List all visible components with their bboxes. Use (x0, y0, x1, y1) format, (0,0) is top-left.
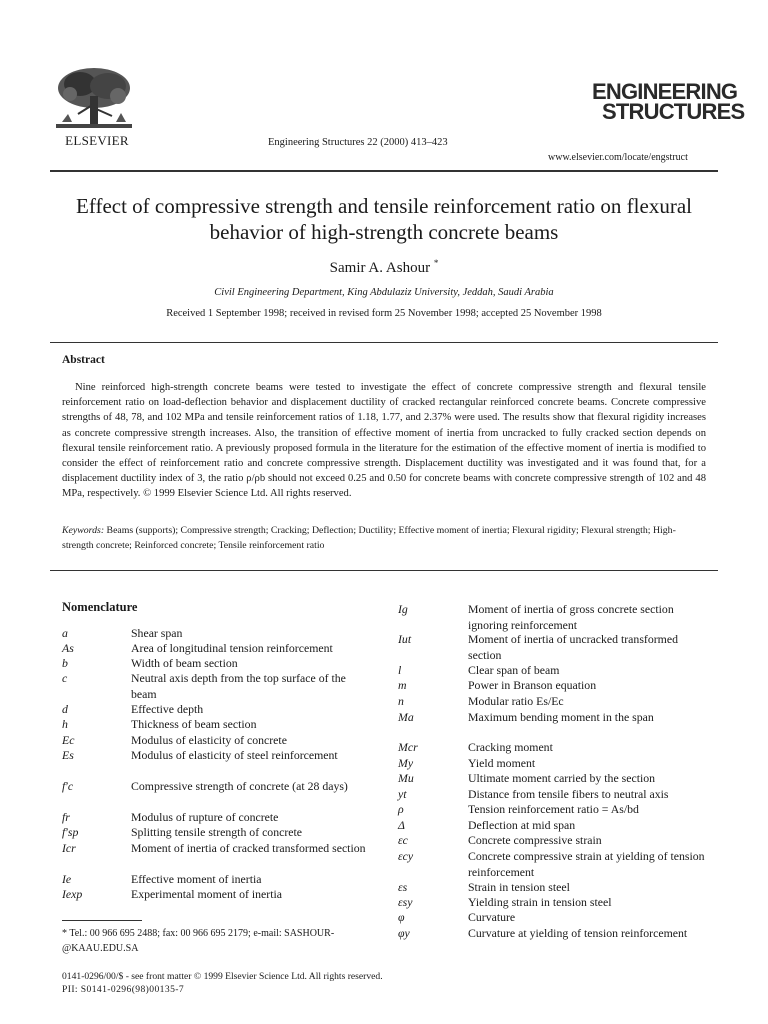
nomenclature-definition: Neutral axis depth from the top surface of the beam (131, 671, 346, 701)
journal-title-line2: STRUCTURES (602, 99, 745, 124)
nomenclature-symbol: Ec (62, 733, 75, 747)
nomenclature-definition: Yielding strain in tension steel (468, 895, 612, 909)
nomenclature-definition: Curvature at yielding of tension reinforcement (468, 926, 688, 940)
nomenclature-definition: Ultimate moment carried by the section (468, 771, 656, 785)
nomenclature-definition: Thickness of beam section (131, 717, 257, 731)
nomenclature-definition: Compressive strength of concrete (at 28 days) (131, 779, 348, 793)
nomenclature-definition: Yield moment (468, 756, 536, 770)
nomenclature-symbol: m (398, 678, 407, 692)
nomenclature-symbol: n (398, 694, 404, 708)
nomenclature-definition: Effective depth (131, 702, 204, 716)
keywords-label: Keywords: (62, 525, 105, 536)
nomenclature-symbol: c (62, 671, 68, 685)
nomenclature-symbol: Ig (398, 602, 408, 616)
nomenclature-symbol: φ (398, 910, 405, 924)
nomenclature-symbol: Ma (398, 710, 414, 724)
nomenclature-definition: Experimental moment of inertia (131, 887, 283, 901)
nomenclature-definition: Modulus of elasticity of steel reinforcement (131, 748, 338, 762)
author-footnote: * Tel.: 00 966 695 2488; fax: 00 966 695 2179; e-mail: SASHOUR-@KAAU.EDU.SA (62, 928, 335, 954)
received-dates: Received 1 September 1998; received in revised form 25 November 1998; accepted 25 November 1998 (166, 308, 602, 319)
journal-title (592, 79, 745, 124)
keywords (62, 524, 706, 553)
article-title: Effect of compressive strength and tensile reinforcement ratio on flexural behavior of high-strength concrete beams (76, 194, 692, 244)
nomenclature-definition: Moment of inertia of uncracked transformed section (468, 632, 678, 662)
nomenclature-definition: Area of longitudinal tension reinforcement (131, 641, 333, 655)
author-footnote-mark[interactable]: * (433, 258, 439, 268)
nomenclature-definition: Splitting tensile strength of concrete (131, 825, 303, 839)
nomenclature-definition: Maximum bending moment in the span (468, 710, 654, 724)
nomenclature-symbol: f′sp (62, 825, 79, 839)
nomenclature-symbol: Iexp (62, 887, 83, 901)
nomenclature-symbol: Δ (398, 818, 405, 832)
nomenclature-definition: Power in Branson equation (468, 678, 597, 692)
nomenclature-symbol: b (62, 656, 68, 670)
nomenclature-definition: Deflection at mid span (468, 818, 576, 832)
nomenclature-symbol: Ie (62, 872, 72, 886)
keywords-list: Beams (supports); Compressive strength; Cracking; Deflection; Ductility; Effective moment of inertia; Flexural rigidity; Flexural strength; High-strength concrete; Reinforced concrete; Tensile reinforcement ratio (62, 525, 676, 551)
nomenclature-definition: Effective moment of inertia (131, 872, 262, 886)
nomenclature-definition: Shear span (131, 626, 183, 640)
nomenclature-symbol: h (62, 717, 68, 731)
nomenclature-definition: Concrete compressive strain (468, 833, 602, 847)
pii-line: PII: S0141-0296(98)00135-7 (62, 984, 185, 995)
nomenclature-definition: Tension reinforcement ratio = As/bd (468, 802, 639, 816)
nomenclature-symbol: Iut (398, 632, 412, 646)
nomenclature-symbol: Es (62, 748, 74, 762)
nomenclature-symbol: yt (398, 787, 407, 801)
nomenclature-symbol: εsy (398, 895, 413, 909)
author-name: Samir A. Ashour (329, 260, 431, 276)
nomenclature-definition: Modulus of rupture of concrete (131, 810, 279, 824)
nomenclature-symbol: f′c (62, 779, 74, 793)
footnote-rule (62, 920, 142, 921)
abstract-divider-bottom (50, 570, 718, 571)
nomenclature-symbol: a (62, 626, 68, 640)
nomenclature-definition: Concrete compressive strain at yielding of tension reinforcement (468, 849, 705, 879)
copyright-line: 0141-0296/00/$ - see front matter © 1999 Elsevier Science Ltd. All rights reserved. (62, 971, 383, 982)
nomenclature-definition: Strain in tension steel (468, 880, 570, 894)
abstract-divider-top (50, 342, 718, 343)
nomenclature-symbol: Icr (62, 841, 76, 855)
abstract-body: Nine reinforced high-strength concrete beams were tested to investigate the effect of concrete compressive strength and flexural tensile reinforcement ratio on load-deflection behavior and displacement ductility of cracked rectangular reinforced concrete beams. Concrete compressive strengths of 48, 78, and 102 MPa and tensile reinforcement ratios of 1.18, 1.77, and 2.37% were used. The results show that flexural rigidity increases as concrete compressive strength increases. Also, the transition of effective moment of inertia from uncracked to fully cracked section depends on flexural tensile reinforcement ratio. A previously proposed formula in the literature for the estimation of the effective moment of inertia is modified to consider the effect of reinforcement ratio and concrete compressive strength. Displacement ductility was investigated and it was found that, for a displacement ductility index of 3, the ratio ρ/ρb should not exceed 0.25 and 0.50 for concrete beams with concrete compressive strength of 102 and 48 MPa, respectively. © 1999 Elsevier Science Ltd. All rights reserved. (62, 382, 706, 500)
nomenclature-definition: Clear span of beam (468, 663, 560, 677)
nomenclature-symbol: fr (62, 810, 70, 824)
author (50, 258, 718, 277)
nomenclature-symbol: Mu (398, 771, 414, 785)
header-divider (50, 170, 718, 172)
nomenclature-heading: Nomenclature (62, 600, 138, 614)
abstract-heading: Abstract (62, 354, 105, 366)
nomenclature-symbol: εc (398, 833, 408, 847)
nomenclature-definition: Moment of inertia of cracked transformed section (131, 841, 366, 855)
nomenclature-symbol: My (398, 756, 414, 770)
nomenclature-symbol: εs (398, 880, 408, 894)
nomenclature-symbol: Mcr (398, 740, 418, 754)
nomenclature-symbol: ρ (398, 802, 404, 816)
journal-url-link[interactable]: www.elsevier.com/locate/engstruct (548, 152, 688, 163)
nomenclature-symbol: l (398, 663, 402, 677)
affiliation: Civil Engineering Department, King Abdulaziz University, Jeddah, Saudi Arabia (214, 287, 554, 298)
nomenclature-symbol: As (62, 641, 74, 655)
nomenclature-definition: Cracking moment (468, 740, 553, 754)
nomenclature-symbol: εcy (398, 849, 414, 863)
nomenclature-definition: Curvature (468, 910, 516, 924)
nomenclature-definition: Width of beam section (131, 656, 238, 670)
nomenclature-symbol: φy (398, 926, 410, 940)
nomenclature-definition: Moment of inertia of gross concrete section ignoring reinforcement (468, 602, 674, 632)
journal-title-line1: ENGINEERING (592, 79, 738, 104)
nomenclature-definition: Distance from tensile fibers to neutral axis (468, 787, 669, 801)
journal-citation: Engineering Structures 22 (2000) 413–423 (268, 137, 448, 148)
nomenclature-definition: Modular ratio Es/Ec (468, 694, 564, 708)
nomenclature-definition: Modulus of elasticity of concrete (131, 733, 287, 747)
publisher-name: ELSEVIER (65, 133, 129, 148)
nomenclature-symbol: d (62, 702, 68, 716)
